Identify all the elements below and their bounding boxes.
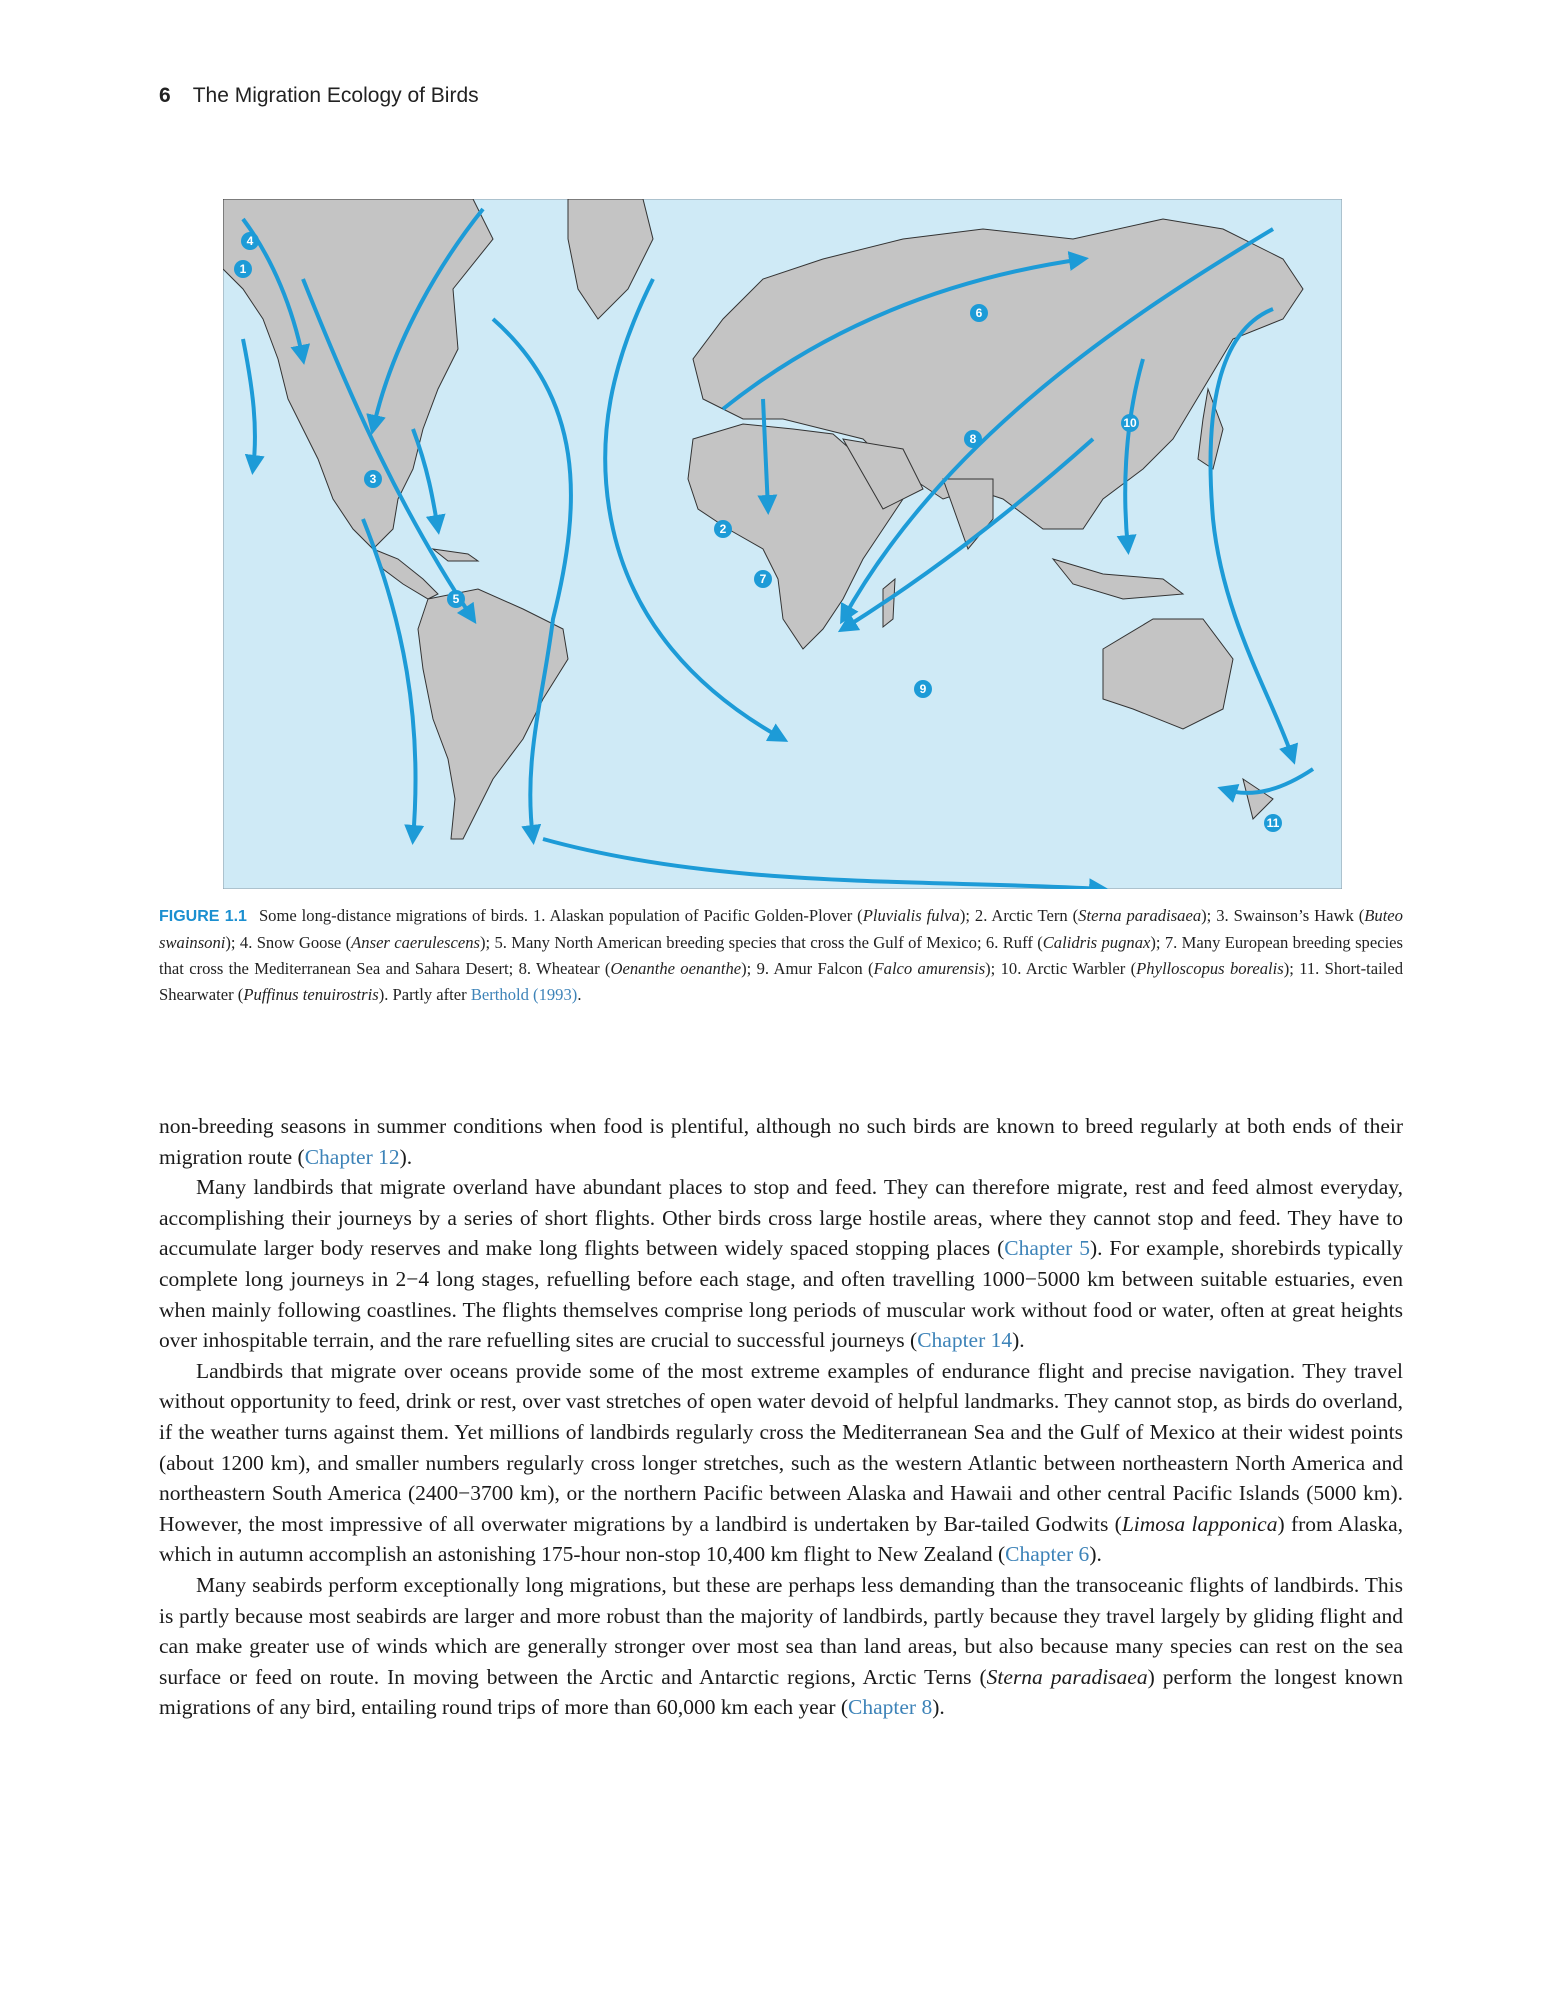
caption-species: Puffinus tenuirostris	[243, 985, 379, 1004]
caption-species: Phylloscopus borealis	[1136, 959, 1284, 978]
route-number: 9	[919, 682, 927, 696]
page-number: 6	[159, 84, 171, 107]
caption-species: Buteo swainsoni	[159, 906, 1403, 952]
caption-text: ); 2. Arctic Tern (	[959, 906, 1079, 925]
caption-species: Pluvialis fulva	[862, 906, 960, 925]
caption-text: ); 4. Snow Goose (	[225, 933, 352, 952]
caption-text: Some long-distance migrations of birds. 1. Alaskan population of Pacific Golden-Plover (	[258, 906, 863, 925]
paragraph-text: non-breeding seasons in summer conditions when food is plentiful, although no such birds are known to breed regularly at both ends of their migration route (	[159, 1114, 1403, 1169]
caption-species: Oenanthe oenanthe	[610, 959, 742, 978]
route-number: 7	[759, 572, 767, 586]
chapter-link[interactable]: Chapter 8	[848, 1695, 933, 1720]
route-number: 2	[719, 522, 727, 536]
caption-species: Anser caerulescens	[351, 933, 480, 952]
paragraph	[159, 1172, 1403, 1356]
caption-species: Falco amurensis	[873, 959, 986, 978]
route-number: 5	[452, 592, 460, 606]
paragraph-text: ) from Alaska, which in autumn accomplish an astonishing 175-hour non-stop 10,400 km flight to New Zealand (	[159, 1511, 1403, 1567]
caption-species: Calidris pugnax	[1042, 933, 1151, 952]
paragraph-text: ) perform the longest known migrations of any bird, entailing round trips of more than 60,000 km each year (	[159, 1664, 1403, 1720]
route-number: 3	[369, 472, 377, 486]
caption-text: ); 9. Amur Falcon (	[741, 959, 874, 978]
route-number: 1	[239, 262, 247, 276]
paragraph	[159, 1570, 1403, 1723]
route-number: 6	[975, 306, 983, 320]
caption-text: ); 5. Many North American breeding species that cross the Gulf of Mexico; 6. Ruff (	[479, 933, 1043, 952]
paragraph-text: ).	[932, 1695, 945, 1720]
paragraph-text: ).	[399, 1144, 413, 1169]
chapter-link[interactable]: Chapter 12	[304, 1144, 400, 1169]
caption-text: ); 3. Swainson’s Hawk (	[1201, 906, 1365, 925]
caption-text: ); 7. Many European breeding species that cross the Mediterranean Sea and Sahara Desert; 8. Wheatear (	[159, 933, 1404, 978]
paragraph-text: Many landbirds that migrate overland have abundant places to stop and feed. They can therefore migrate, rest and feed almost everyday, accomplishing their journeys by a series of short flights. Other birds cross large hostile areas, where they cannot stop and feed. They have to accumulate larger body reserves and make long flights between widely spaced stopping places (	[159, 1175, 1403, 1261]
species-name: Sterna paradisaea	[986, 1664, 1148, 1689]
route-number: 4	[246, 234, 254, 248]
figure-caption	[159, 903, 1403, 1008]
route-number: 11	[1266, 816, 1280, 830]
route-number: 10	[1123, 416, 1137, 430]
paragraph-text: ).	[1089, 1542, 1102, 1567]
paragraph-text: ).	[1012, 1328, 1025, 1353]
paragraph-text: Landbirds that migrate over oceans provide some of the most extreme examples of endurance flight and precise navigation. They travel without opportunity to feed, drink or rest, over vast stretches of open water devoid of helpful landmarks. They cannot stop, as birds do overland, if the weather turns against them. Yet millions of landbirds regularly cross the Mediterranean Sea and the Gulf of Mexico at their widest points (about 1200 km), and smaller numbers regularly cross longer stretches, such as the western Atlantic between northeastern North America and northeastern South America (2400−3700 km), or the northern Pacific between Alaska and Hawaii and other central Pacific Islands (5000 km). However, the most impressive of all overwater migrations by a landbird is undertaken by Bar-tailed Godwits (	[159, 1358, 1403, 1536]
figure-label: FIGURE 1.1	[159, 908, 247, 925]
running-header	[159, 84, 479, 108]
chapter-link[interactable]: Chapter 6	[1005, 1542, 1090, 1567]
reference-link[interactable]: Berthold (1993)	[470, 985, 578, 1004]
migration-map	[223, 199, 1342, 889]
paragraph-text: ). For example, shorebirds typically complete long journeys in 2−4 long stages, refuelling before each stage, and often travelling 1000−5000 km between suitable estuaries, even when mainly following coastlines. The flights themselves comprise long periods of muscular work without food or water, often at great heights over inhospitable terrain, and the rare refuelling sites are crucial to successful journeys (	[159, 1236, 1403, 1353]
species-name: Limosa lapponica	[1121, 1511, 1278, 1536]
route-number: 8	[969, 432, 977, 446]
caption-text: ); 11. Short-tailed Shearwater (	[159, 959, 1403, 1004]
paragraph-text: Many seabirds perform exceptionally long migrations, but these are perhaps less demanding than the transoceanic flights of landbirds. This is partly because most seabirds are larger and more robust than the majority of landbirds, partly because they travel largely by gliding flight and can make greater use of winds which are generally stronger over most sea than land areas, but also because many species can rest on the sea surface or feed on route. In moving between the Arctic and Antarctic regions, Arctic Terns (	[159, 1572, 1403, 1689]
caption-text: ); 10. Arctic Warbler (	[985, 959, 1137, 978]
running-title: The Migration Ecology of Birds	[192, 84, 479, 107]
chapter-link[interactable]: Chapter 5	[1004, 1236, 1090, 1261]
caption-species: Sterna paradisaea	[1078, 906, 1202, 925]
caption-text: ). Partly after	[378, 985, 471, 1004]
caption-text: .	[577, 985, 582, 1004]
paragraph	[159, 1356, 1403, 1570]
body-text	[159, 1111, 1403, 1723]
chapter-link[interactable]: Chapter 14	[917, 1328, 1013, 1353]
paragraph	[159, 1111, 1403, 1172]
